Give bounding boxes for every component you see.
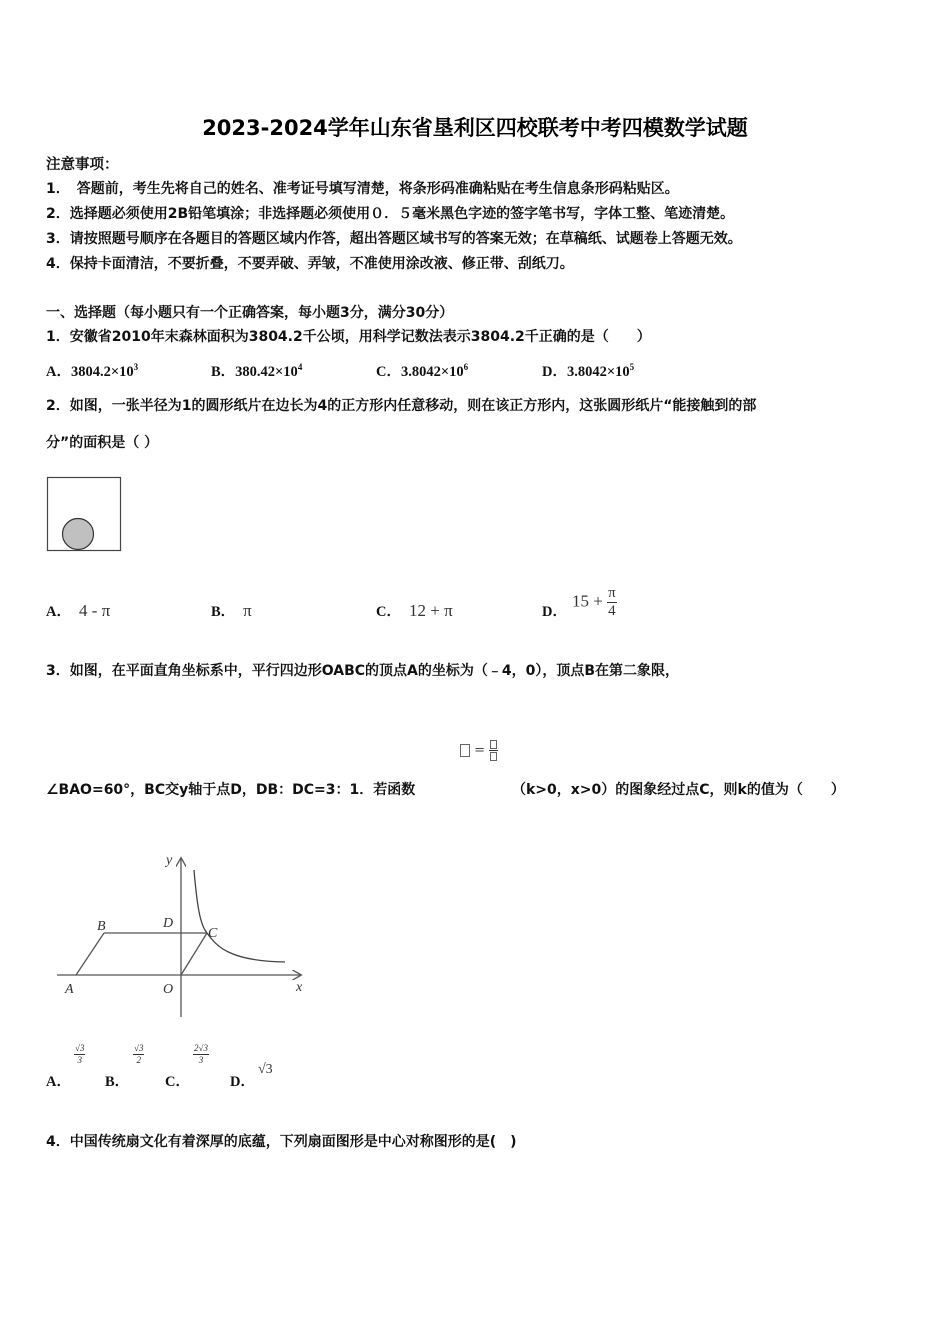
label-d: D	[163, 916, 174, 931]
fraction-numerator: √3	[75, 1043, 85, 1053]
label-o: O	[163, 982, 174, 997]
option-label: D．	[230, 1074, 255, 1090]
label-y: y	[166, 853, 173, 868]
option-value: 4 - π	[78, 601, 111, 620]
equals-sign: =	[474, 743, 490, 758]
option-value: π	[243, 601, 252, 620]
question-3-option-d[interactable]	[230, 1070, 255, 1091]
option-value: 3.8042×10	[566, 364, 630, 380]
option-label: C．	[376, 364, 401, 380]
question-1-option-d[interactable]	[542, 360, 634, 381]
option-label: B．	[105, 1074, 130, 1090]
option-label: D．	[542, 604, 567, 620]
question-3-stem-line2b: （k>0，x>0）的图象经过点C，则k的值为（ ）	[512, 782, 845, 798]
label-a: A	[65, 982, 74, 997]
option-label: A．	[46, 604, 71, 620]
segment-oc	[181, 933, 207, 975]
section-heading: 一、选择题（每小题只有一个正确答案，每小题3分，满分30分）	[46, 305, 454, 321]
fraction	[74, 1044, 85, 1065]
notice-item-1: 1． 答题前，考生先将自己的姓名、准考证号填写清楚，将条形码准确粘贴在考生信息条形码粘贴区。	[46, 181, 679, 197]
option-exponent: 6	[463, 362, 469, 372]
option-value: 3.8042×10	[400, 364, 464, 380]
notice-item-3: 3．请按照题号顺序在各题目的答题区域内作答，超出答题区域书写的答案无效；在草稿纸、试题卷上答题无效。	[46, 231, 742, 247]
option-label: B．	[211, 604, 236, 620]
fraction	[193, 1044, 209, 1065]
hyperbola-curve	[194, 870, 285, 962]
question-2-option-a[interactable]	[46, 600, 110, 621]
fraction	[133, 1044, 144, 1065]
question-3-option-c-value	[193, 1044, 209, 1065]
question-3-stem-line1: 3．如图，在平面直角坐标系中，平行四边形OABC的顶点A的坐标为（﹣4，0），顶点B在第二象限，	[46, 663, 680, 679]
question-1-option-a[interactable]	[46, 360, 138, 381]
option-label: A．	[46, 1074, 71, 1090]
question-2-figure	[44, 474, 134, 556]
option-label: C．	[165, 1074, 190, 1090]
fraction-denominator: 3	[198, 1055, 204, 1065]
fraction-numerator: √3	[134, 1043, 144, 1053]
question-2-stem-line1: 2．如图，一张半径为1的圆形纸片在边长为4的正方形内任意移动，则在该正方形内，这张圆形纸片“能接触到的部	[46, 398, 757, 414]
option-whole: 15 +	[572, 591, 603, 611]
question-3-option-c[interactable]	[165, 1070, 190, 1091]
question-3-figure	[45, 845, 315, 1025]
option-exponent: 5	[629, 362, 635, 372]
option-value: 12 + π	[408, 601, 453, 620]
option-value: 380.42×10	[235, 364, 298, 380]
fraction-denominator: 4	[608, 603, 616, 619]
fraction	[607, 586, 617, 619]
fraction-denominator: 2	[136, 1055, 141, 1065]
question-1-option-c[interactable]	[376, 360, 468, 381]
fraction	[489, 740, 498, 761]
option-label: C．	[376, 604, 401, 620]
fraction-numerator: π	[608, 585, 616, 601]
label-c: C	[208, 926, 218, 941]
page-title: 2023-2024学年山东省垦利区四校联考中考四模数学试题	[202, 116, 748, 140]
question-3-stem-line2a: ∠BAO=60°，BC交y轴于点D，DB：DC=3：1．若函数	[46, 782, 416, 798]
question-2-option-b[interactable]	[211, 600, 252, 621]
question-2-stem-line2: 分”的面积是（ ）	[46, 435, 159, 451]
notice-item-4: 4．保持卡面清洁，不要折叠，不要弄破、弄皱，不准使用涂改液、修正带、刮纸刀。	[46, 256, 574, 272]
fraction-denominator: 3	[77, 1055, 82, 1065]
question-3-option-a[interactable]	[46, 1070, 71, 1091]
option-label: A．	[46, 364, 71, 380]
option-exponent: 4	[297, 362, 303, 372]
question-3-option-b[interactable]	[105, 1070, 129, 1091]
label-b: B	[97, 919, 106, 934]
question-2-option-c[interactable]	[376, 600, 453, 621]
segment-ab	[76, 933, 104, 975]
question-3-option-b-value	[133, 1044, 144, 1065]
option-label: B．	[211, 364, 236, 380]
unrendered-glyph-icon	[490, 740, 497, 749]
question-4-stem: 4．中国传统扇文化有着深厚的底蕴，下列扇面图形是中心对称图形的是( )	[46, 1134, 517, 1150]
question-2-option-d-value	[572, 586, 617, 619]
option-exponent: 3	[133, 362, 139, 372]
notice-item-2: 2．选择题必须使用2B铅笔填涂；非选择题必须使用０．５毫米黑色字迹的签字笔书写，字体工整、笔迹清楚。	[46, 206, 735, 222]
unrendered-glyph-icon	[460, 744, 470, 757]
option-label: D．	[542, 364, 567, 380]
label-x: x	[296, 980, 303, 995]
fraction-numerator: 2√3	[194, 1043, 208, 1053]
function-formula	[460, 740, 498, 761]
circle-shape	[63, 519, 94, 550]
question-3-option-a-value	[74, 1044, 85, 1065]
option-value: 3804.2×10	[70, 364, 134, 380]
unrendered-glyph-icon	[490, 752, 497, 761]
question-1-option-b[interactable]	[211, 360, 302, 381]
question-3-option-d-value: √3	[258, 1062, 273, 1077]
question-2-option-d[interactable]	[542, 600, 567, 621]
question-1-stem: 1．安徽省2010年末森林面积为3804.2千公顷，用科学记数法表示3804.2千正确的是（ ）	[46, 329, 651, 345]
notice-heading: 注意事项：	[46, 157, 119, 173]
